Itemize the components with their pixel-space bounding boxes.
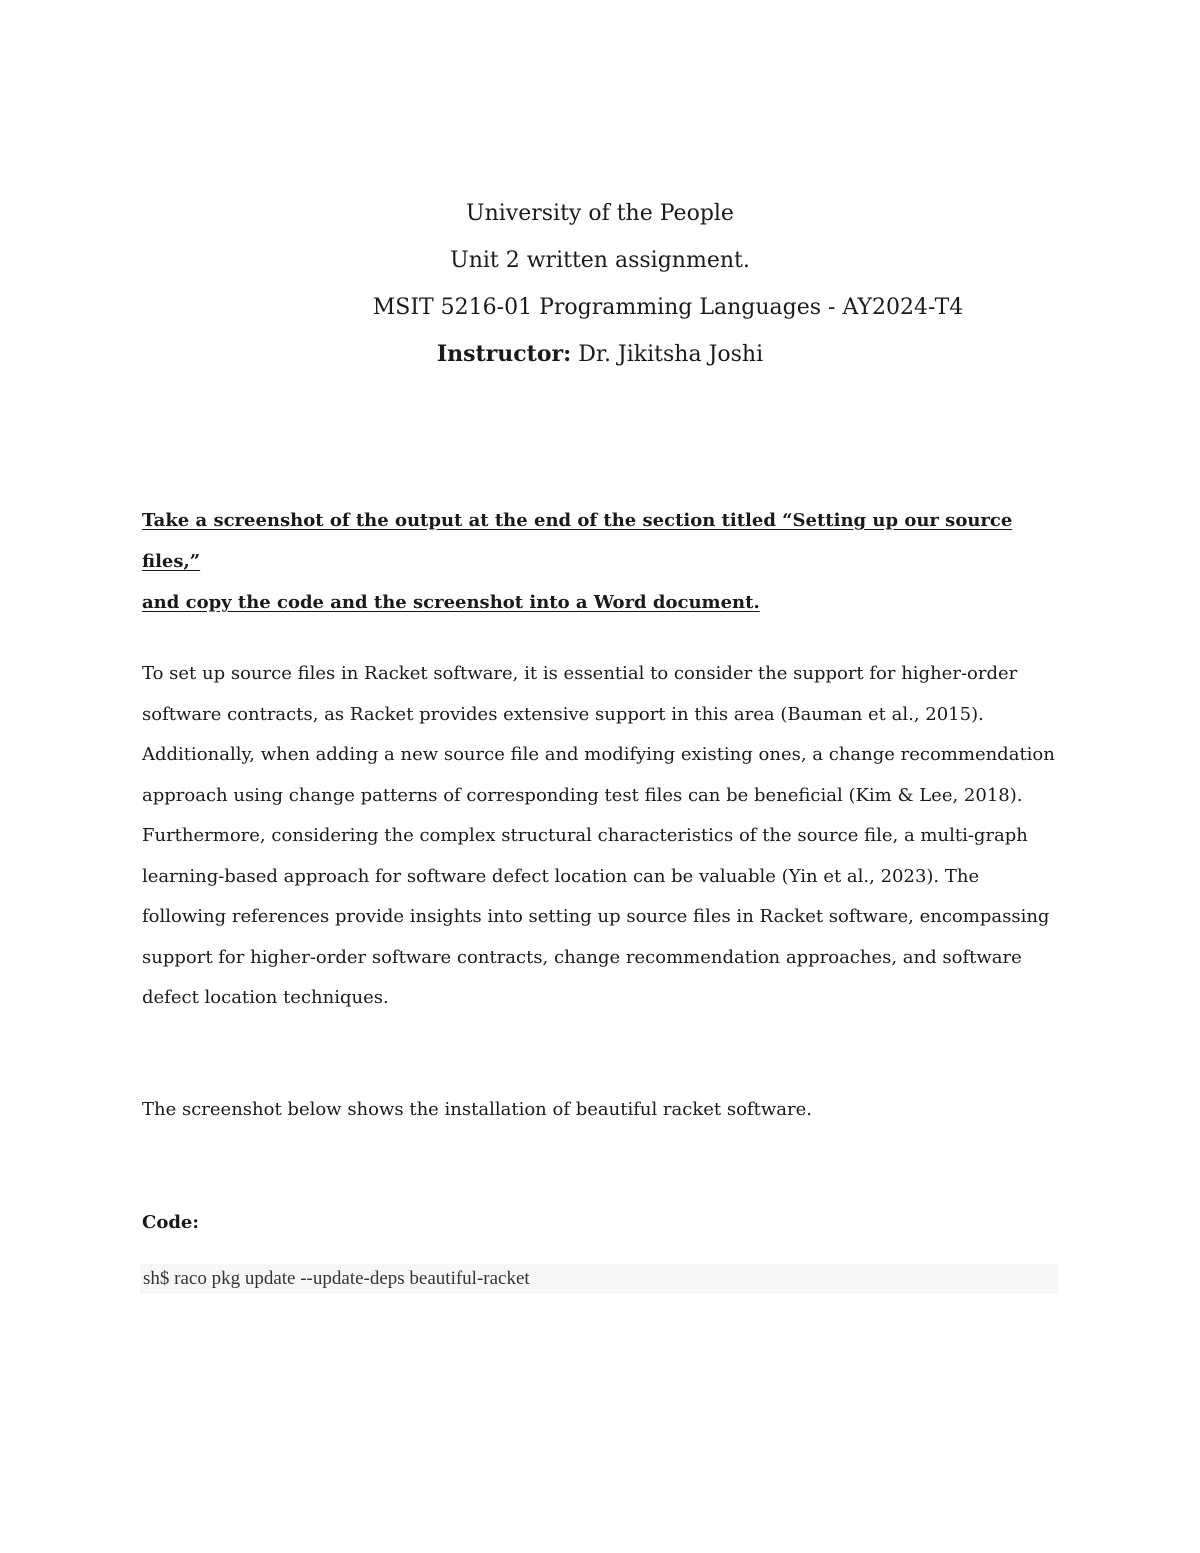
code-block [140,1264,1058,1294]
university-name: University of the People [466,201,734,226]
task-line-2: and copy the code and the screenshot into a Word document. [142,592,760,613]
task-instructions [142,500,1062,623]
screenshot-caption: The screenshot below shows the installation of beautiful racket software. [142,1099,812,1120]
instructor-line [0,331,1200,378]
task-line-1: Take a screenshot of the output at the end of the section titled “Setting up our source files,” [142,510,1013,572]
instructor-label: Instructor: [436,341,572,367]
body-paragraph: To set up source files in Racket software, it is essential to consider the support for higher-order software contracts, as Racket provides extensive support in this area (Bauman et al., 2015). Additionally, when adding a new source file and modifying existing ones, a change recommendation approach using change patterns of corresponding test files can be beneficial (Kim & Lee, 2018). Furthermore, considering the complex structural characteristics of the source file, a multi-graph learning-based approach for software defect location can be valuable (Yin et al., 2023). The following references provide insights into setting up source files in Racket software, encompassing support for higher-order software contracts, change recommendation approaches, and software defect location techniques. [142,663,1055,1008]
assignment-title: Unit 2 written assignment. [450,248,750,273]
course-title: MSIT 5216-01 Programming Languages - AY2024-T4 [372,295,964,320]
instructor-name: Dr. Jikitsha Joshi [571,342,764,367]
title-block [0,190,1200,378]
code-label: Code: [142,1212,200,1233]
code-command: sh$ raco pkg update --update-deps beautiful-racket [143,1268,530,1289]
